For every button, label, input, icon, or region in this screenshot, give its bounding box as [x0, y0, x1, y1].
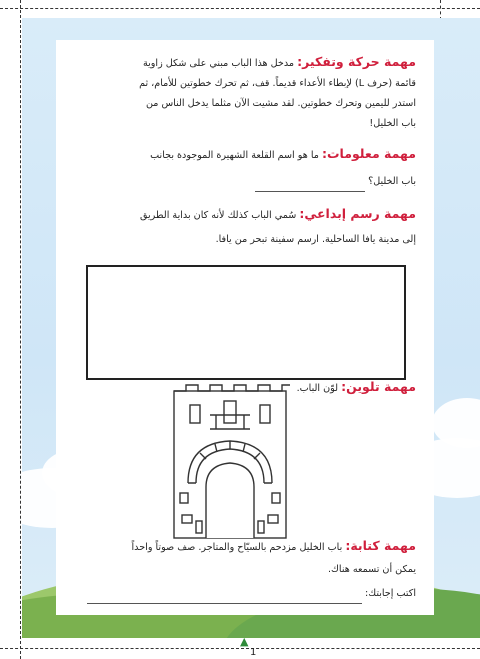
gate-illustration[interactable] [170, 383, 290, 540]
grass-icon: ▲ [240, 635, 249, 648]
crop-line-bottom [0, 648, 480, 649]
task-info-answer-line[interactable] [255, 191, 365, 192]
task-movement-line3: استدر لليمين وتحرك خطوتين. لقد مشيت الآن مثلما يدخل الناس من [145, 98, 416, 109]
task-creative [66, 204, 416, 250]
task-info [76, 144, 416, 192]
task-movement-line4: باب الخليل! [369, 118, 416, 129]
task-writing-answer-label: اكتب إجابتك: [365, 588, 416, 599]
task-coloring-heading: مهمة تلوين: [341, 379, 416, 394]
drawing-box[interactable] [86, 265, 406, 380]
task-writing-heading: مهمة كتابة: [345, 538, 416, 553]
task-info-heading: مهمة معلومات: [321, 146, 416, 161]
crop-line-right [440, 0, 441, 20]
worksheet-paper [56, 40, 434, 615]
task-writing-line1: باب الخليل مزدحم بالسيّاح والمتاجر. صف صوتاً واحداً [131, 542, 343, 553]
task-movement-heading: مهمة حركة وتفكير: [297, 54, 416, 69]
task-coloring-line1: لوّن الباب. [296, 383, 339, 394]
task-writing [66, 536, 416, 604]
task-movement [76, 52, 416, 134]
crop-line-top [0, 8, 480, 9]
task-coloring [276, 377, 416, 399]
task-creative-line2: إلى مدينة يافا الساحلية. ارسم سفينة تبحر من يافا. [215, 234, 416, 245]
task-movement-line2: قائمة (حرف L) لإبطاء الأعداء قديماً. قف، ثم تحرك خطوتين للأمام، ثم [139, 78, 416, 89]
task-movement-line1: مدخل هذا الباب مبني على شكل زاوية [142, 58, 295, 69]
task-creative-heading: مهمة رسم إبداعي: [299, 206, 416, 221]
top-margin [0, 0, 480, 18]
task-creative-line1: سُمي الباب كذلك لأنه كان بداية الطريق [139, 210, 297, 221]
task-writing-answer-line[interactable] [87, 603, 362, 604]
task-info-line2: باب الخليل؟ [368, 176, 416, 187]
page-number: 1 [250, 647, 257, 658]
task-info-line1: ما هو اسم القلعة الشهيرة الموجودة بجانب [150, 150, 319, 161]
crop-line-left [20, 0, 21, 659]
task-writing-line2: يمكن أن تسمعه هناك. [327, 564, 416, 575]
